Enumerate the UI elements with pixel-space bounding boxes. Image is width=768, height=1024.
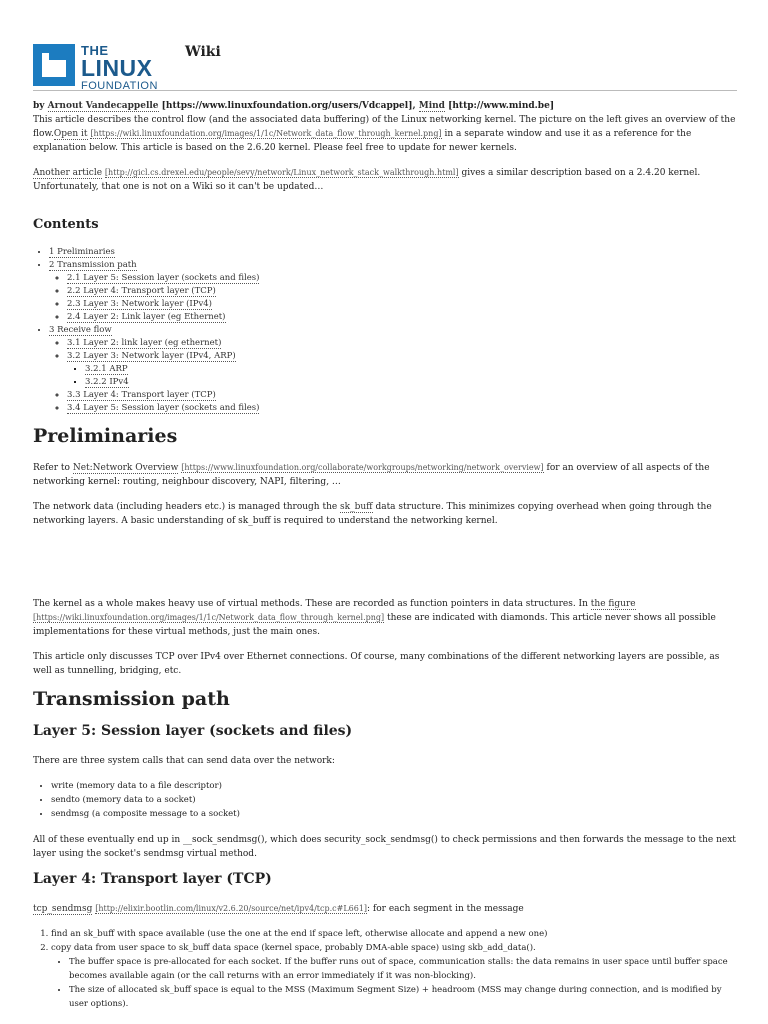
layer4-heading: Layer 4: Transport layer (TCP) bbox=[33, 871, 272, 887]
byline-by: by bbox=[33, 101, 45, 111]
toc-item[interactable]: 1 Preliminaries bbox=[49, 247, 115, 257]
author-link-2[interactable]: Mind bbox=[418, 101, 445, 111]
logo-text-linux: LINUX bbox=[81, 55, 153, 81]
list-item: • The buffer space is pre-allocated for each socket. If the buffer runs out of space, communication stalls: the data remains in user space until buffer space becomes available again (or the call returns with an error immediately if it was non-blocking). bbox=[69, 955, 737, 983]
network-overview-url[interactable]: [https://www.linuxfoundation.org/collaborate/workgroups/networking/network_overview] bbox=[181, 463, 544, 472]
list-item bbox=[51, 941, 737, 1011]
logo-text-foundation: FOUNDATION bbox=[81, 80, 158, 92]
toc-item[interactable]: 3.2.2 IPv4 bbox=[85, 377, 129, 387]
linux-foundation-logo[interactable] bbox=[33, 44, 165, 90]
open-it-link[interactable]: Open it bbox=[53, 129, 88, 139]
table-of-contents bbox=[33, 246, 737, 415]
toc-item[interactable]: 2 Transmission path bbox=[49, 260, 137, 270]
intro-paragraph-2 bbox=[33, 166, 737, 194]
toc-item[interactable]: 2.2 Layer 4: Transport layer (TCP) bbox=[67, 286, 216, 296]
network-overview-link[interactable]: Net:Network Overview bbox=[72, 463, 179, 473]
toc-item[interactable]: 3.1 Layer 2: link layer (eg ethernet) bbox=[67, 338, 222, 348]
tcp-steps-list bbox=[33, 927, 737, 1011]
toc-item[interactable]: 3.2.1 ARP bbox=[85, 364, 128, 374]
wiki-title: Wiki bbox=[185, 44, 221, 60]
another-article-url[interactable]: [http://gicl.cs.drexel.edu/people/sevy/network/Linux_network_stack_walkthrough.html] bbox=[104, 168, 459, 177]
another-article-link[interactable]: Another article bbox=[33, 168, 103, 178]
preliminaries-paragraph-1 bbox=[33, 461, 737, 489]
list-item: • The size of allocated sk_buff space is equal to the MSS (Maximum Segment Size) + headroom (MSS may change during connection, and is modified by user options). bbox=[69, 983, 737, 1011]
toc-item[interactable]: 3.2 Layer 3: Network layer (IPv4, ARP) bbox=[67, 351, 236, 361]
prelim-text-3b: these are indicated with diamonds. This article never shows all possible implementations for these virtual methods, just the main ones. bbox=[33, 613, 716, 637]
byline-separator: , bbox=[412, 101, 416, 111]
the-figure-link[interactable]: the figure bbox=[590, 599, 636, 609]
author-url-2: [http://www.mind.be] bbox=[448, 101, 555, 111]
toc-item[interactable]: 2.4 Layer 2: Link layer (eg Ethernet) bbox=[67, 312, 226, 322]
toc-item[interactable]: 3 Receive flow bbox=[49, 325, 112, 335]
prelim-text-2b: data structure. This minimizes copying overhead when going through the networking layers. A basic understanding of sk_buff is required to understand the networking kernel. bbox=[33, 502, 712, 526]
intro-text-2b: gives a similar description based on a 2.4.20 kernel. Unfortunately, that one is not on a Wiki so it can't be updated… bbox=[33, 168, 701, 192]
the-figure-url[interactable]: [https://wiki.linuxfoundation.org/images/1/1c/Network_data_flow_through_kernel.png] bbox=[33, 613, 385, 622]
logo-text-the: THE bbox=[81, 43, 109, 58]
preliminaries-paragraph-4: This article only discusses TCP over IPv4 over Ethernet connections. Of course, many combinations of the different networking layers are possible, as well as tunnelling, bridging, etc. bbox=[33, 652, 720, 676]
intro-text-1b: in a separate window and use it as a reference for the explanation below. This article is based on the 2.6.20 kernel. Please feel free to update for newer kernels. bbox=[33, 129, 692, 153]
byline bbox=[33, 99, 737, 113]
preliminaries-paragraph-3 bbox=[33, 597, 737, 639]
tcp-sendmsg-url[interactable]: [http://elixir.bootlin.com/linux/v2.6.20/source/net/ipv4/tcp.c#L661] bbox=[95, 904, 368, 913]
author-url-1: [https://www.linuxfoundation.org/users/Vdcappel] bbox=[161, 101, 413, 111]
layer4-intro bbox=[33, 902, 737, 916]
syscall-list bbox=[33, 779, 737, 821]
open-it-url[interactable]: [https://wiki.linuxfoundation.org/images/1/1c/Network_data_flow_through_kernel.png] bbox=[90, 129, 442, 138]
list-item: 1. find an sk_buff with space available (use the one at the end if space left, otherwise allocate and append a new one) bbox=[51, 927, 737, 941]
tcp-sendmsg-link[interactable]: tcp_sendmsg bbox=[33, 904, 93, 914]
transmission-heading: Transmission path bbox=[33, 688, 230, 710]
preliminaries-paragraph-2 bbox=[33, 500, 737, 528]
spacer bbox=[33, 539, 737, 597]
layer5-heading: Layer 5: Session layer (sockets and files) bbox=[33, 723, 353, 739]
toc-item[interactable]: 2.3 Layer 3: Network layer (IPv4) bbox=[67, 299, 212, 309]
article-body bbox=[33, 99, 737, 1011]
toc-item[interactable]: 3.4 Layer 5: Session layer (sockets and files) bbox=[67, 403, 260, 413]
intro-text-1a: This article describes the control flow (and the associated data buffering) of the Linux networking kernel. The picture on the left gives an overview of the flow. bbox=[33, 115, 736, 139]
prelim-text-2a: The network data (including headers etc.) is managed through the bbox=[33, 502, 341, 512]
list-item: • sendto (memory data to a socket) bbox=[51, 793, 737, 807]
layer4-intro-text: : for each segment in the message bbox=[367, 904, 524, 914]
intro-paragraph-1 bbox=[33, 113, 737, 155]
contents-heading: Contents bbox=[33, 217, 99, 232]
layer5-outro: All of these eventually end up in __sock_sendmsg(), which does security_sock_sendmsg() to check permissions and then forwards the message to the next layer using the socket's sendmsg virtual method. bbox=[33, 835, 736, 859]
sk-buff-link[interactable]: sk_buff bbox=[340, 502, 373, 512]
page-header bbox=[33, 0, 737, 91]
step-text: copy data from user space to sk_buff data space (kernel space, probably DMA-able space) using skb_add_data(). bbox=[51, 943, 536, 953]
list-item: • sendmsg (a composite message to a socket) bbox=[51, 807, 737, 821]
prelim-text-1a: Refer to bbox=[33, 463, 73, 473]
author-link-1[interactable]: Arnout Vandecappelle bbox=[47, 101, 159, 111]
layer5-intro: There are three system calls that can send data over the network: bbox=[33, 756, 335, 766]
logo-mark-icon bbox=[33, 44, 75, 86]
prelim-text-1b: for an overview of all aspects of the networking kernel: routing, neighbour discovery, NAPI, filtering, … bbox=[33, 463, 710, 487]
toc-item[interactable]: 2.1 Layer 5: Session layer (sockets and files) bbox=[67, 273, 260, 283]
list-item: • write (memory data to a file descriptor) bbox=[51, 779, 737, 793]
prelim-text-3a: The kernel as a whole makes heavy use of virtual methods. These are recorded as function pointers in data structures. In bbox=[33, 599, 591, 609]
toc-item[interactable]: 3.3 Layer 4: Transport layer (TCP) bbox=[67, 390, 216, 400]
preliminaries-heading: Preliminaries bbox=[33, 425, 178, 447]
